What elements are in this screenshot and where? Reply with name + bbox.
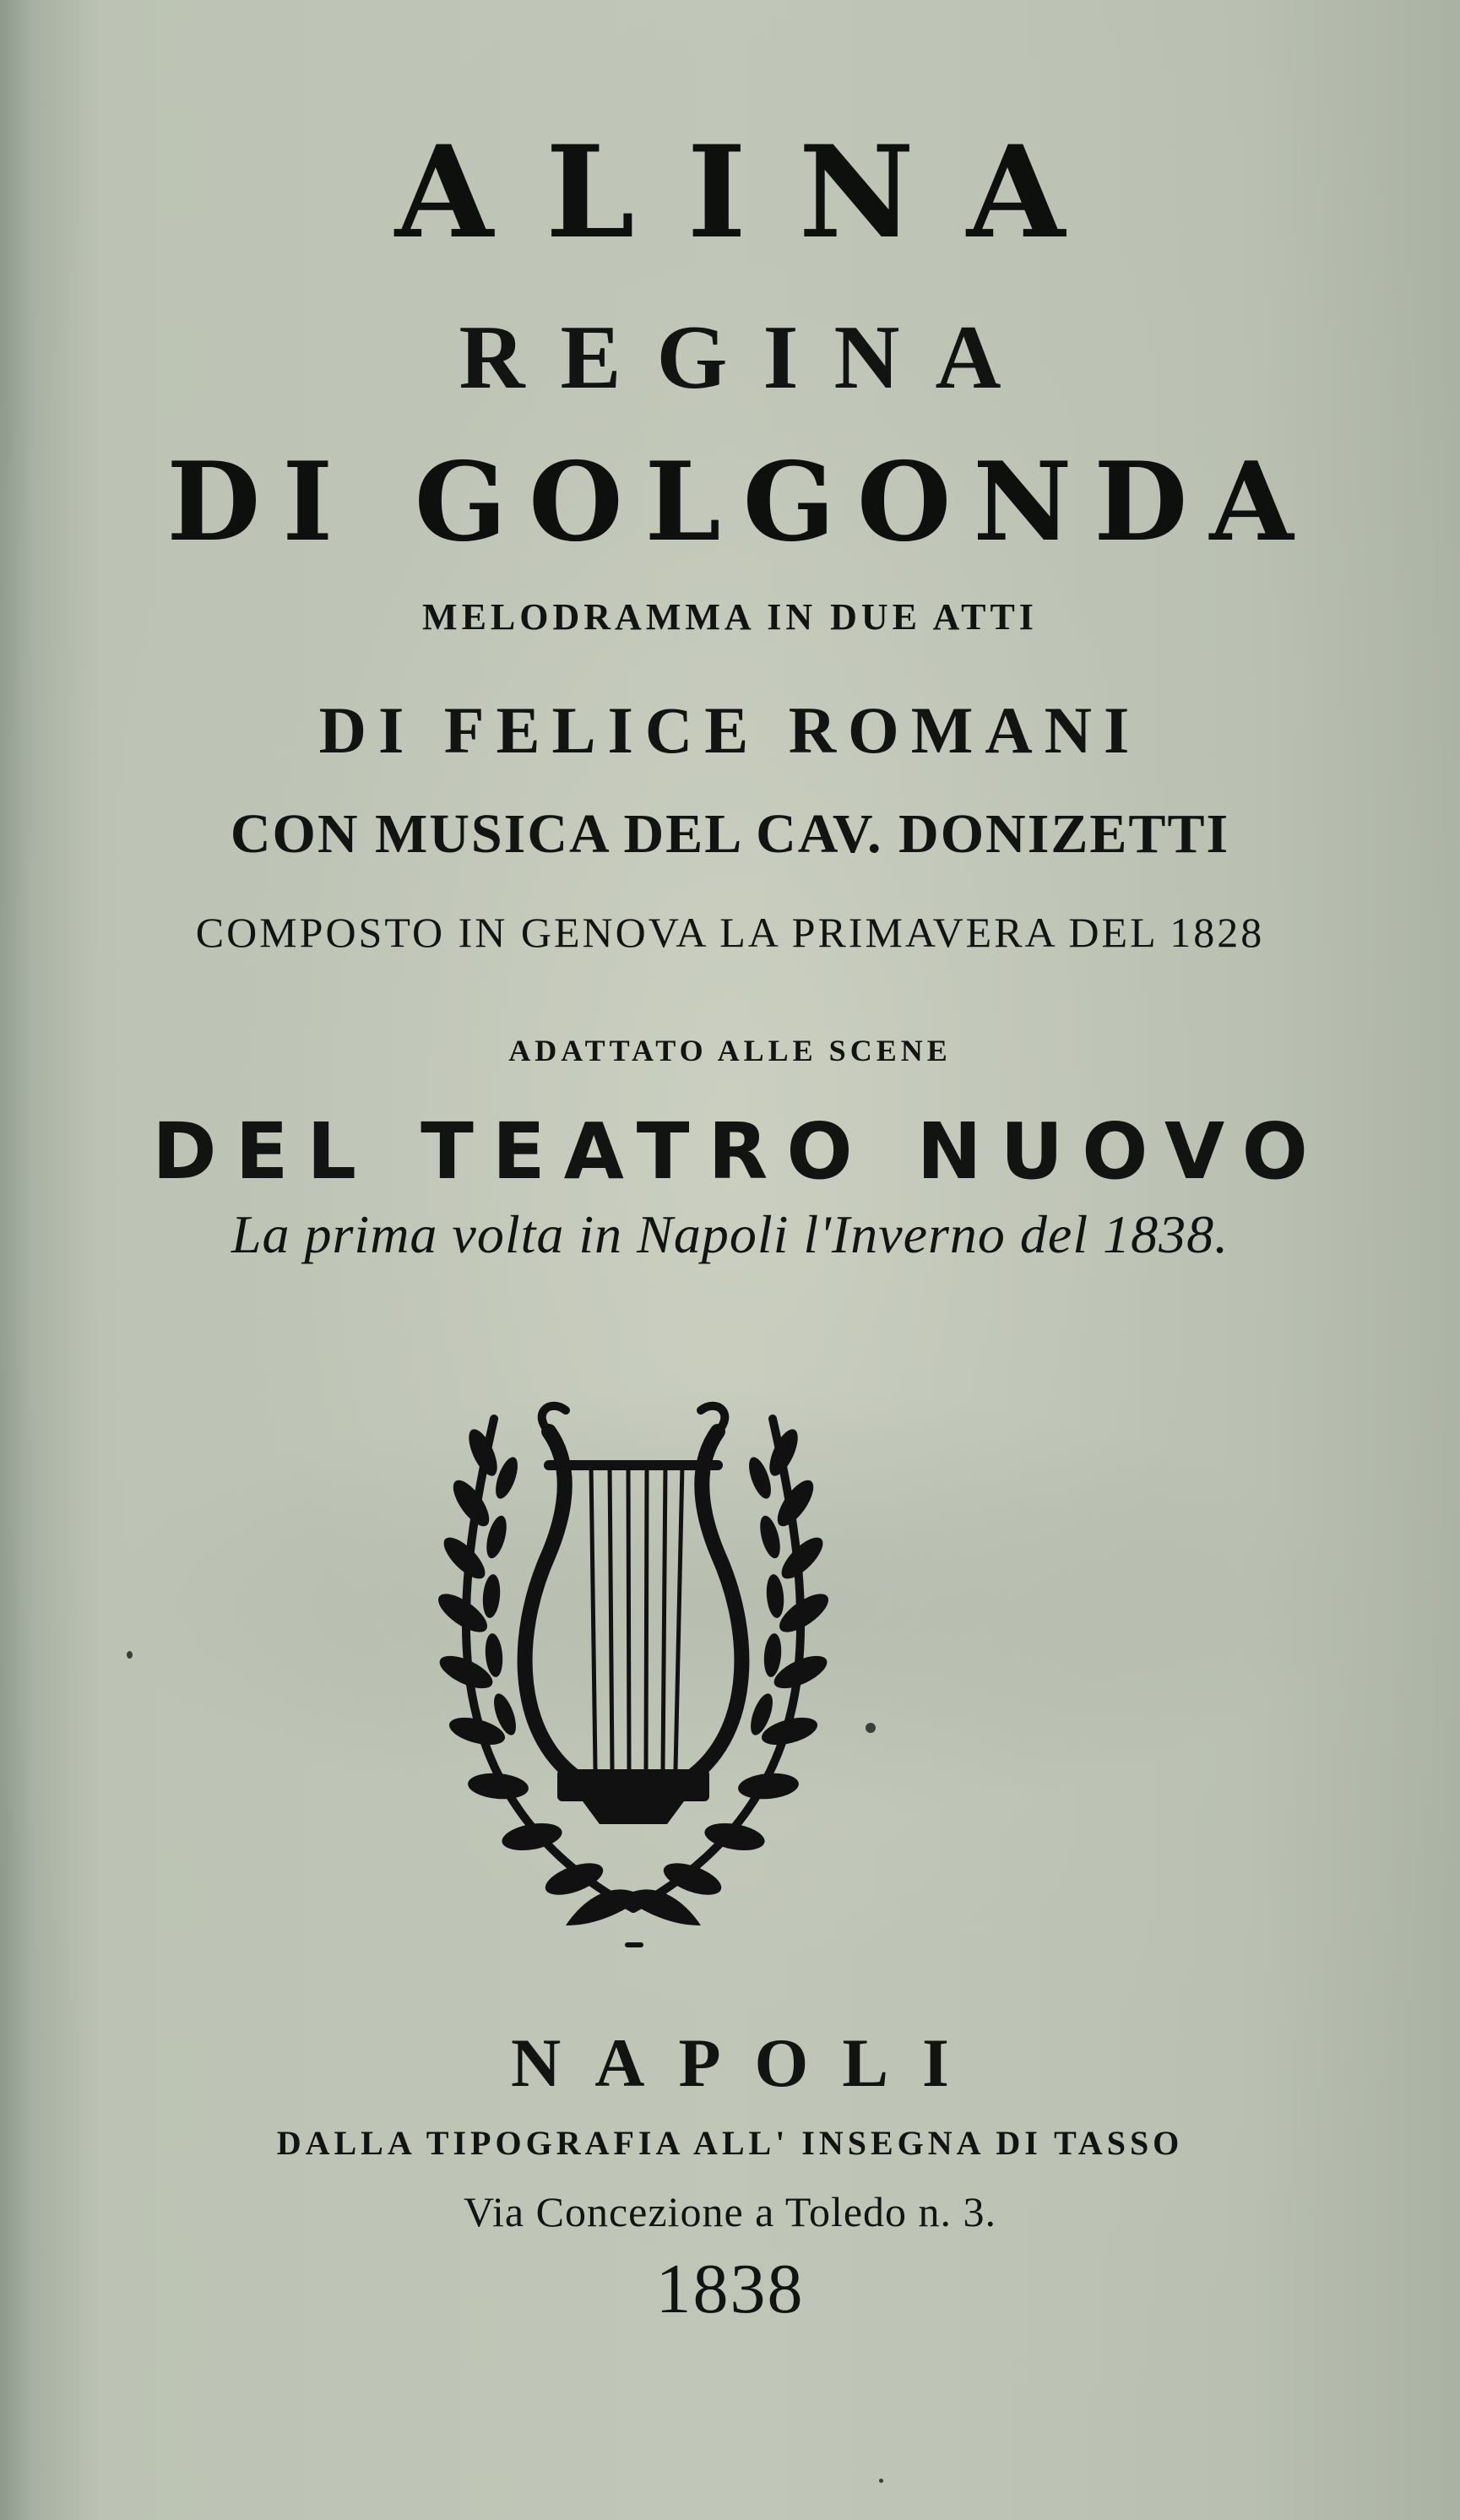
imprint-year: 1838 <box>655 2250 805 2328</box>
genre-line: MELODRAMMA IN DUE ATTI <box>422 596 1038 638</box>
imprint-city: NAPOLI <box>511 2024 983 2101</box>
theatre-line: DEL TEATRO NUOVO <box>152 1106 1327 1197</box>
subtitle-golgonda: DI GOLGONDA <box>166 439 1316 566</box>
imprint-printer: DALLA TIPOGRAFIA ALL' INSEGNA DI TASSO <box>276 2124 1184 2162</box>
opera-title: ALINA <box>394 118 1118 267</box>
paper-speck <box>879 2479 883 2483</box>
imprint-address: Via Concezione a Toledo n. 3. <box>463 2188 997 2235</box>
lyre-wreath-icon <box>422 1385 844 1959</box>
composition-line: COMPOSTO IN GENOVA LA PRIMAVERA DEL 1828 <box>195 909 1265 956</box>
paper-speck <box>127 1651 133 1659</box>
adaptation-line: ADATTATO ALLE SCENE <box>508 1034 952 1067</box>
composer-line: CON MUSICA DEL CAV. DONIZETTI <box>230 803 1230 865</box>
paper-speck <box>866 1723 876 1733</box>
premiere-line: La prima volta in Napoli l'Inverno del 1838. <box>231 1204 1229 1264</box>
subtitle-regina: REGINA <box>459 307 1037 408</box>
librettist-line: DI FELICE ROMANI <box>318 693 1142 767</box>
